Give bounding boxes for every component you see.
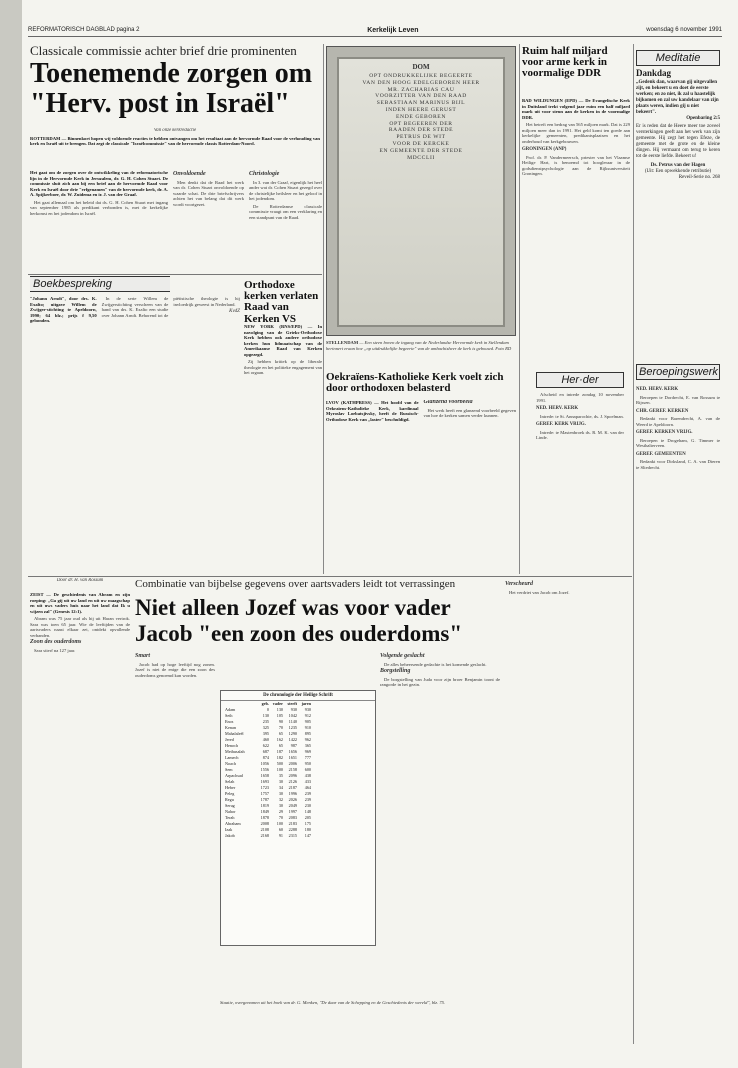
table-cell-value: 950 bbox=[304, 761, 311, 766]
plaque-line: VAN DEN HOOG EDELGEBOREN HEER bbox=[362, 79, 480, 86]
table-cell-value: 1658 bbox=[260, 773, 269, 778]
jozef-body-4: De borgstelling van Juda voor zijn broer Benjamin toont de rangorde in het gezin. bbox=[380, 676, 500, 687]
table-cell-value: 2006 bbox=[288, 761, 297, 766]
table-cell-value: 438 bbox=[304, 773, 311, 778]
table-cell-value: 180 bbox=[304, 827, 311, 832]
beroeping-text: Bedankt voor Barendrecht, A. van de Weerd te Apeldoorn. bbox=[636, 416, 720, 427]
table-cell-value: 182 bbox=[276, 755, 283, 760]
table-cell-value: 1996 bbox=[288, 791, 297, 796]
table-cell-value: 2183 bbox=[288, 821, 297, 826]
table-cell-value: 0 bbox=[266, 707, 269, 712]
lead-column-3 bbox=[249, 170, 322, 272]
table-cell-value: 433 bbox=[304, 779, 311, 784]
oekraiens-sub: Glanzend voorbeeld bbox=[423, 400, 473, 405]
lead-column-2 bbox=[173, 170, 244, 272]
lead-headline-1: Toenemende zorgen om bbox=[30, 58, 313, 89]
beroeping-text: Beroepen te Dordrecht, E. van Rossum te Rijssen. bbox=[636, 394, 720, 405]
side-body-2: Prof. dr. P. Vandermeersch, priester van het Vlaamse Heilige Hart, is benoemd tot hoogleraar in de godsdienstpsychologie aan de Rijksuniversiteit Groningen. bbox=[522, 154, 630, 176]
table-cell-value: 1849 bbox=[260, 809, 269, 814]
plaque-line: INDEN HEERE GERUST bbox=[385, 106, 457, 113]
table-cell-value: 2108 bbox=[260, 827, 269, 832]
side-sub: GRONINGEN (ANP) bbox=[522, 147, 567, 152]
table-cell-name: Sem bbox=[225, 767, 233, 772]
table-cell-name: Kenan bbox=[225, 725, 236, 730]
beroeping-text: Beroepen te Drogeham, G. Timmer te Westhalterveen. bbox=[636, 437, 720, 448]
table-cell-value: 239 bbox=[304, 791, 311, 796]
table-cell-value: 969 bbox=[304, 749, 311, 754]
table-cell-value: 65 bbox=[278, 731, 283, 736]
plaque-line: OPT ONDRUKKELIJKE BEGEERTE bbox=[369, 73, 473, 79]
table-cell-value: 464 bbox=[304, 785, 311, 790]
jozef-column-1 bbox=[30, 592, 130, 1052]
table-cell-value: 1819 bbox=[260, 803, 269, 808]
table-cell-name: Heber bbox=[225, 785, 236, 790]
table-cell-value: 912 bbox=[304, 713, 311, 718]
side-body: Het betreft een bedrag van 565 miljoen mark. Dat is 229 miljoen meer dan in 1991. Het geld komt ten goede aan kerkelijke gemeenten, predikantsplaatsen en het onderhoud van kerkgebouwen. bbox=[522, 122, 630, 144]
side-article-body bbox=[522, 98, 630, 258]
meditatie-signature-sub: (Uit: Een opwekkende retributie) bbox=[644, 169, 712, 174]
table-cell-value: 1556 bbox=[260, 767, 269, 772]
beroepingswerk-label: Beroepingswerk bbox=[636, 364, 720, 380]
table-cell-value: 987 bbox=[290, 743, 297, 748]
table-cell-value: 230 bbox=[304, 803, 311, 808]
column-rule bbox=[519, 44, 520, 574]
meditatie-ref: Openbaring 2:5 bbox=[686, 116, 720, 121]
plaque-line: VOOR DE KERCKE bbox=[392, 140, 450, 147]
table-cell-value: sterft bbox=[287, 701, 297, 706]
table-cell-value: 187 bbox=[276, 749, 283, 754]
boekbespreking-body bbox=[30, 296, 240, 406]
meditatie-column bbox=[636, 68, 720, 358]
table-cell-value: 1651 bbox=[288, 755, 297, 760]
lead-body-5: De Rotterdamse classicale commissie vraagt om een verklaring en een standpunt van de Raad. bbox=[249, 203, 322, 220]
table-cell-value: 70 bbox=[278, 815, 283, 820]
table-cell-value: 600 bbox=[304, 767, 311, 772]
jozef-body-3: De alles beheersende gedachte is het komende geslacht. bbox=[384, 661, 487, 667]
table-cell-value: 29 bbox=[278, 809, 283, 814]
lead-kicker: Classicale commissie achter brief drie prominenten bbox=[30, 43, 297, 58]
table-cell-value: 910 bbox=[304, 725, 311, 730]
book-body: In de serie Willem de Zwijgerstichting verscheen van de hand van drs. K. Exalto een studie over Johann Arndt. Behorend tot de piëtistische theologie is hij invloedrijk geweest in Nederland. bbox=[101, 296, 240, 318]
table-cell-name: Terah bbox=[225, 815, 235, 820]
table-cell-value: 365 bbox=[304, 743, 311, 748]
lead-headline-2: "Herv. post in Israël" bbox=[30, 88, 290, 119]
table-cell-value: 130 bbox=[262, 713, 269, 718]
table-cell-value: 2096 bbox=[288, 773, 297, 778]
jozef-sub-3: Borgstelling bbox=[380, 668, 411, 674]
table-cell-value: 2049 bbox=[288, 803, 297, 808]
table-cell-value: 962 bbox=[304, 737, 311, 742]
table-cell-name: Enos bbox=[225, 719, 234, 724]
section-name: Kerkelijk Leven bbox=[367, 26, 419, 34]
table-cell-value: 2187 bbox=[288, 785, 297, 790]
table-cell-value: 1656 bbox=[288, 749, 297, 754]
lead-body-1: Het gaat om de zorgen over de ontwikkeling van de reformatorische lijn in de Hervormde Kerk in Jeruzalem, dr. G. H. Cohen Stuart. De commissie sluit zich aan bij een brief aan de hervormde Raad voor Kerk en Israël door drie "erfgenamen" van de hervormde kerk, dr. A. A. Spijkerboer, dr. W. Zuidema en ir. J. van der Graaf. bbox=[30, 170, 168, 197]
oekraiens-body bbox=[326, 400, 516, 570]
table-cell-value: 500 bbox=[276, 761, 283, 766]
oekraiens-lead: LVOV (KATHPRESS) — Het hoofd van de Oekraïens-Katholieke Kerk, kardinaal Myroslav Loebatsjivsky, heeft de Russisch-Orthodoxe Kerk van „laster" beschuldigd. bbox=[326, 400, 419, 422]
herder-text-2: Intrede: te Mastenbroek ds. R. M. K. van der Linde. bbox=[536, 429, 624, 440]
book-lead: "Johann Arndt", door drs. K. Exalto; uitgave Willem de Zwijger-stichting te Apeldoorn, 1990; 64 blz.; prijs f 9,50 gebonden. bbox=[30, 296, 97, 323]
chronology-rows bbox=[221, 701, 375, 839]
meditatie-serie: Reveil-Serie no. 268 bbox=[678, 175, 720, 180]
table-cell-value: 2315 bbox=[288, 833, 297, 838]
jozef-column-2 bbox=[135, 652, 215, 1052]
plaque-line: VOORZITTER VAN DEN RAAD bbox=[375, 93, 467, 100]
herder-head-2: GEREF. KERK VRIJG. bbox=[536, 422, 586, 427]
plaque-line: RAADEN DER STEDE bbox=[388, 127, 454, 134]
table-cell-value: 1757 bbox=[260, 791, 269, 796]
beroeping-head: CHR. GEREF. KERKEN bbox=[636, 408, 689, 414]
table-cell-value: 622 bbox=[262, 743, 269, 748]
meditatie-title: Dankdag bbox=[636, 68, 672, 78]
lead-sub-1: Onvoldoende bbox=[173, 171, 206, 177]
table-cell-value: 30 bbox=[278, 803, 283, 808]
table-cell-name: Serug bbox=[225, 803, 235, 808]
lead-byline: Van onze kerkredactie bbox=[153, 128, 197, 133]
stone-plaque bbox=[337, 57, 505, 327]
table-cell-value: 2008 bbox=[260, 821, 269, 826]
column-rule bbox=[323, 44, 324, 574]
table-cell-name: Selah bbox=[225, 779, 235, 784]
table-cell-value: 105 bbox=[276, 713, 283, 718]
table-cell-value: 395 bbox=[262, 731, 269, 736]
table-cell-value: 130 bbox=[276, 707, 283, 712]
table-cell-name: Noach bbox=[225, 761, 236, 766]
meditatie-body: Er is reden dat de Heere meer toe zoveel versterkingen geeft aan het werk van zijn gemeente. Hij zegt het tegen Efeze, de gemeente met de grote en de kleine dingen. Hij vermaant om terug te keren tot de eerste liefde. Bekeert u! bbox=[636, 124, 720, 159]
jozef-body-2: Jacob had op hoge leeftijd nog zonen. Jozef is niet de enige die een zoon des ouderdoms genoemd kan worden. bbox=[135, 661, 215, 678]
page-header bbox=[28, 24, 722, 37]
herder-text-1: Intrede: te St. Annaparochie, ds. J. Spoelman. bbox=[540, 413, 624, 419]
table-cell-name: Jered bbox=[225, 737, 234, 742]
chronology-table bbox=[220, 690, 376, 946]
beroeping-head: GEREF. KERKEN VRIJG. bbox=[636, 430, 693, 435]
table-cell-value: 2288 bbox=[288, 827, 297, 832]
table-cell-name: Abraham bbox=[225, 821, 241, 826]
meditatie-quote: „Gedenk dan, waarvan gij uitgevallen zijt, en bekeert u en doet de eerste werken; en zo niet, ik zal u haastelijk bijkomen en zal uw kandelaar van zijn plaats weren, indien gij u niet bekeert". bbox=[636, 80, 719, 115]
side-headline: Ruim half miljard voor arme kerk in voormalige DDR bbox=[522, 45, 608, 80]
table-cell-value: 70 bbox=[278, 725, 283, 730]
oekraiens-text: Het werk heeft een glanzend voorbeeld gegeven van hoe de kerken samen verder kunnen. bbox=[423, 407, 516, 418]
table-cell-value: 91 bbox=[278, 833, 283, 838]
table-cell-value: 325 bbox=[262, 725, 269, 730]
jozef-lead: ZEIST — De geschiedenis van Abram en zijn roeping: „Ga gij uit uw land en uit uw maagschap en uit uws vaders huis naar het land dat Ik u wijzen zal" (Genesis 12:1). bbox=[30, 592, 130, 614]
plaque-inscription bbox=[345, 73, 497, 161]
table-cell-value: 175 bbox=[304, 821, 311, 826]
book-signature: KvdZ bbox=[229, 309, 240, 314]
table-cell-value: 30 bbox=[278, 791, 283, 796]
table-cell-value: 65 bbox=[278, 743, 283, 748]
table-cell-name: Henoch bbox=[225, 743, 239, 748]
table-cell-value: 930 bbox=[304, 707, 311, 712]
lead-intro bbox=[30, 128, 320, 168]
meditatie-signature: Ds. Petrus van der Hagen bbox=[650, 163, 706, 168]
chronology-title: De chronologie der Heilige Schrift bbox=[221, 691, 375, 701]
plaque-line: SEBASTIAAN MARINUS BIJL bbox=[376, 100, 466, 107]
table-cell-value: 30 bbox=[278, 779, 283, 784]
jozef-kicker: Combinatie van bijbelse gegevens over aartsvaders leidt tot verrassingen bbox=[135, 578, 456, 590]
table-cell-value: 239 bbox=[304, 797, 311, 802]
table-cell-value: 1723 bbox=[260, 785, 269, 790]
table-cell-value: 162 bbox=[276, 737, 283, 742]
section-rule bbox=[28, 576, 632, 577]
table-cell-value: 2168 bbox=[260, 833, 269, 838]
table-cell-value: 2026 bbox=[288, 797, 297, 802]
table-cell-value: 147 bbox=[304, 833, 311, 838]
lead-paragraph: ROTTERDAM — Binnenkort hopen wij voldoende reacties te hebben ontvangen om het resultaat aan de hervormde Raad voor de verhouding van kerk en Israël uit te brengen. Dat zegt de classicale "Israëlcommissie" van de hervormde classis Rotterdam-Noord. bbox=[30, 135, 320, 146]
page-margin bbox=[0, 0, 22, 1068]
beroepingswerk-list bbox=[636, 384, 720, 584]
table-cell-name: Methusalah bbox=[225, 749, 245, 754]
table-cell-name: Lamech bbox=[225, 755, 239, 760]
jozef-sub-1: Smart bbox=[135, 653, 151, 659]
beroeping-head: NED. HERV. KERK bbox=[636, 387, 679, 392]
table-cell-name: Seth bbox=[225, 713, 233, 718]
lead-body-2: Het gaat allemaal om het beleid dat ds. G. H. Cohen Stuart met ingang van september 1985 als predikant verbonden is, met de kerkelijke herkomst en het jodendom in Israël. bbox=[30, 199, 168, 216]
plaque-line: EN GEMEENTE DER STEDE bbox=[379, 147, 463, 154]
jozef-byline-wrap bbox=[30, 578, 130, 588]
jozef-column-3 bbox=[380, 652, 500, 992]
table-cell-value: 35 bbox=[278, 773, 283, 778]
lead-column-1 bbox=[30, 170, 168, 272]
orthodoxe-body bbox=[244, 324, 322, 406]
orthodoxe-headline: Orthodoxe kerken verlaten Raad van Kerken VS bbox=[244, 279, 319, 325]
table-cell-value: 205 bbox=[304, 815, 311, 820]
jozef-caption: Staatie, overgenomen uit het boek van dr. G. Menken, "De daar van de Schepping en de Geschiedenis der wereld", blz. 75. bbox=[220, 1000, 446, 1005]
table-cell-name: Mahalaleël bbox=[225, 731, 244, 736]
jozef-headline-1: Niet alleen Jozef was voor vader bbox=[135, 595, 451, 620]
table-cell-value: 90 bbox=[278, 719, 283, 724]
orthodoxe-lead: NEW YORK (RNS/EPD) — In navolging van de Grieks-Orthodoxe Kerk hebben ook andere orthodoxe kerken hun lidmaatschap van de Amerikaanse Raad van Kerken opgezegd. bbox=[244, 324, 322, 357]
column-rule bbox=[633, 44, 634, 1044]
jozef-body: Abram was 75 jaar oud als hij uit Haran vertrok. Sara was toen 65 jaar. Wie de leeftijden van de aartsvaders naast elkaar zet, ontdekt opvallende verbanden. bbox=[30, 616, 130, 638]
table-cell-value: 1056 bbox=[260, 761, 269, 766]
table-cell-name: Izak bbox=[225, 827, 233, 832]
table-cell-value: 874 bbox=[262, 755, 269, 760]
table-cell-name: Adam bbox=[225, 707, 236, 712]
table-cell-value: geb. bbox=[261, 701, 269, 706]
table-cell-value: 60 bbox=[278, 827, 283, 832]
plaque-line: MDCCLII bbox=[407, 154, 435, 161]
table-cell-value: 1787 bbox=[260, 797, 269, 802]
paper-name: REFORMATORISCH DAGBLAD pagina 2 bbox=[28, 27, 140, 33]
table-cell-value: 777 bbox=[304, 755, 311, 760]
jozef-sub-4: Verscheurd bbox=[505, 581, 534, 587]
table-cell-name: Nahor bbox=[225, 809, 236, 814]
jozef-sub-5: Zoon des ouderdoms bbox=[30, 639, 82, 645]
table-cell-value: 1878 bbox=[260, 815, 269, 820]
table-cell-value: 2158 bbox=[288, 767, 297, 772]
table-cell-value: 100 bbox=[276, 821, 283, 826]
herder-body bbox=[536, 392, 624, 568]
jozef-byline: Door dr. H. van Rossum bbox=[56, 578, 104, 583]
caption-text: — Een steen boven de ingang van de Nederlandse Hervormde kerk in Stellendam herinnert eraan hoe „op uitdrukkelijke begeerte" van de ambachtsheer de kerk is gebouwd. Foto RD bbox=[326, 340, 512, 351]
plaque-line: MR. ZACHARIAS CAU bbox=[387, 86, 455, 93]
oekraiens-headline: Oekraïens-Katholieke Kerk voelt zich door orthodoxen belasterd bbox=[326, 371, 504, 395]
table-cell-value: 100 bbox=[276, 767, 283, 772]
table-cell-value: jaren bbox=[301, 701, 311, 706]
table-cell-value: 687 bbox=[262, 749, 269, 754]
plaque-title: DOM bbox=[412, 63, 430, 71]
table-cell-value: 235 bbox=[262, 719, 269, 724]
table-cell-value: 1235 bbox=[288, 725, 297, 730]
table-cell-value: 148 bbox=[304, 809, 311, 814]
table-cell-value: 1140 bbox=[288, 719, 297, 724]
herder-head-1: NED. HERV. KERK bbox=[536, 406, 579, 411]
table-cell-value: 32 bbox=[278, 797, 283, 802]
table-cell-value: 895 bbox=[304, 731, 311, 736]
table-cell-value: 1422 bbox=[288, 737, 297, 742]
boekbespreking-label: Boekbespreking bbox=[30, 276, 170, 292]
table-cell-name: Jakob bbox=[225, 833, 235, 838]
table-cell-value: 905 bbox=[304, 719, 311, 724]
side-lead: BAD WILDUNGEN (EPD) — De Evangelische Kerk in Duitsland trekt volgend jaar ruim een half miljard mark uit voor steun aan de kerken in de voormalige DDR. bbox=[522, 98, 630, 120]
table-cell-value: 2126 bbox=[288, 779, 297, 784]
plaque-line: PETRUS DE WIT bbox=[396, 134, 446, 141]
jozef-sub-2: Volgende geslacht bbox=[380, 653, 425, 659]
caption-place: STELLENDAM bbox=[326, 340, 359, 345]
jozef-column-4 bbox=[505, 580, 629, 1050]
table-cell-name: Arpachsad bbox=[225, 773, 243, 778]
lead-body-3: Men denkt dat de Raad het werk van dr. Cohen Stuart onvoldoende op waarde schat. De drie briefschrijvers achten het van belang dat dit werk wordt voortgezet. bbox=[173, 179, 244, 207]
lead-body-4: In 3. van der Graaf, eigenlijk het heel ander wat dr. Cohen Stuart gezegd over de christelijke heilsleer en het geloof in het jodendom. bbox=[249, 179, 322, 201]
table-cell-value: 2083 bbox=[288, 815, 297, 820]
table-cell-name: Regu bbox=[225, 797, 234, 802]
table-cell-value: 1290 bbox=[288, 731, 297, 736]
herder-label: Her·der bbox=[536, 372, 624, 388]
photo-caption bbox=[326, 340, 516, 368]
jozef-body-5: Het verdriet van Jacob om Jozef. bbox=[509, 589, 570, 595]
issue-date: woensdag 6 november 1991 bbox=[646, 27, 722, 33]
lead-sub-2: Christologie bbox=[249, 171, 280, 177]
plaque-line: OPT BEGEEREN DER bbox=[389, 120, 453, 127]
table-cell-value: 460 bbox=[262, 737, 269, 742]
beroeping-text: Bedankt voor Dirksland, C. A. van Dieren te Sliedrecht. bbox=[636, 459, 720, 470]
plaque-photo bbox=[326, 46, 516, 336]
jozef-body-6: Sara stierf na 127 jaar. bbox=[34, 647, 76, 653]
beroeping-head: GEREF. GEMEENTEN bbox=[636, 451, 686, 457]
table-cell-value: 930 bbox=[290, 707, 297, 712]
table-cell-value: 1042 bbox=[288, 713, 297, 718]
table-cell-value: vader bbox=[272, 701, 283, 706]
orthodoxe-text: Zij hebben kritiek op de liberale theologie en het politieke engagement van het orgaan. bbox=[244, 359, 322, 375]
herder-text: Afscheid en intrede zondag 10 november 1991. bbox=[536, 392, 624, 403]
plaque-line: ENDE GEBOREN bbox=[396, 113, 446, 120]
jozef-headline-2: Jacob "een zoon des ouderdoms" bbox=[135, 621, 463, 646]
table-cell-value: 1997 bbox=[288, 809, 297, 814]
section-rule bbox=[28, 274, 322, 275]
table-cell-value: 34 bbox=[278, 785, 283, 790]
table-cell-value: 1693 bbox=[260, 779, 269, 784]
table-cell-name: Peleg bbox=[225, 791, 235, 796]
meditatie-label: Meditatie bbox=[636, 50, 720, 66]
table-row bbox=[221, 833, 375, 839]
